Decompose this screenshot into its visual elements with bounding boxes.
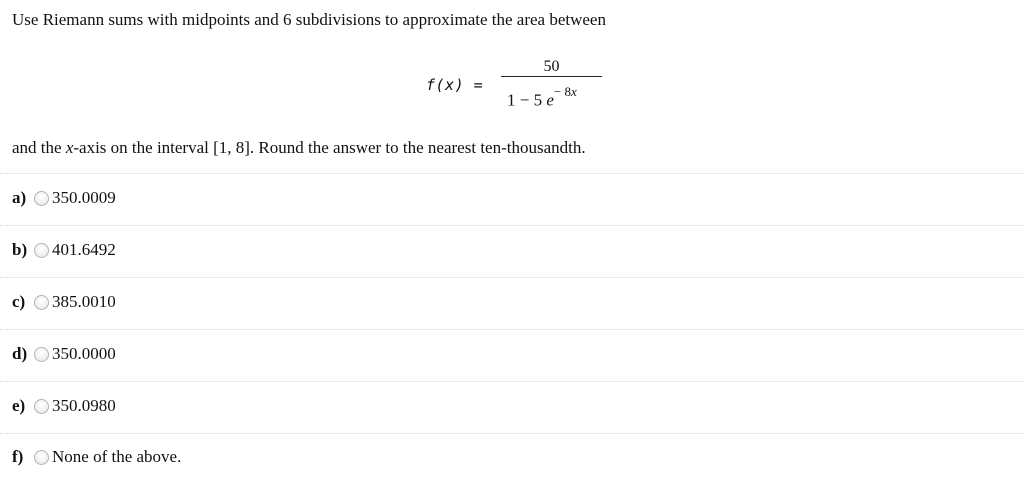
separator [0, 381, 1024, 382]
separator [0, 329, 1024, 330]
option-text: 350.0000 [52, 344, 116, 363]
option-d[interactable] [12, 342, 116, 366]
fraction-denominator [507, 84, 577, 111]
option-f[interactable] [12, 445, 181, 469]
radio-button[interactable] [34, 450, 49, 465]
outro-text-start: and the [12, 138, 66, 157]
option-letter: c) [12, 292, 26, 311]
option-letter: b) [12, 240, 28, 259]
option-c[interactable] [12, 290, 116, 314]
denominator-constant: 1 − 5 [507, 90, 543, 110]
equals-sign: = [473, 76, 484, 94]
fraction-numerator: 50 [543, 58, 560, 75]
outro-variable: x [65, 138, 74, 157]
option-text: 385.0010 [52, 292, 116, 311]
question-outro [12, 138, 586, 158]
option-text: None of the above. [52, 447, 182, 466]
exponent-coefficient: − 8 [553, 84, 571, 99]
option-text: 350.0980 [52, 396, 116, 415]
option-letter: f) [12, 447, 24, 466]
radio-button[interactable] [34, 243, 49, 258]
radio-button[interactable] [34, 347, 49, 362]
exponent-variable: x [570, 84, 577, 99]
option-b[interactable] [12, 238, 116, 262]
separator [0, 433, 1024, 434]
radio-button[interactable] [34, 295, 49, 310]
option-letter: e) [12, 396, 26, 415]
fraction-bar [501, 76, 602, 77]
separator [0, 277, 1024, 278]
option-e[interactable] [12, 394, 116, 418]
separator [0, 225, 1024, 226]
separator [0, 173, 1024, 174]
option-letter: d) [12, 344, 28, 363]
option-text: 401.6492 [52, 240, 116, 259]
function-name: f [426, 76, 436, 94]
outro-text-end: -axis on the interval [1, 8]. Round the answer to the nearest ten-thousandth. [73, 138, 586, 157]
option-text: 350.0009 [52, 188, 116, 207]
question-intro: Use Riemann sums with midpoints and 6 subdivisions to approximate the area between [12, 10, 606, 29]
radio-button[interactable] [34, 399, 49, 414]
exponent [554, 84, 577, 99]
radio-button[interactable] [34, 191, 49, 206]
option-a[interactable] [12, 186, 116, 210]
function-formula [426, 58, 626, 114]
euler-e: e [546, 90, 554, 110]
formula-lhs [426, 76, 483, 94]
option-letter: a) [12, 188, 27, 207]
function-argument: (x) [435, 76, 465, 94]
